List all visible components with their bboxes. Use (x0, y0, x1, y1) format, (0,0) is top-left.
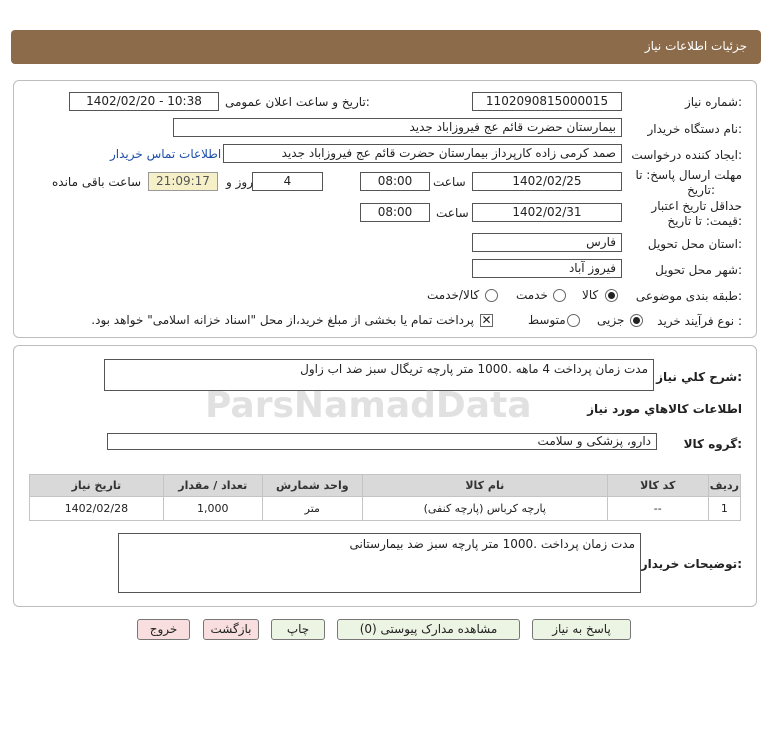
summary-field: مدت زمان پرداخت 4 ماهه .1000 متر پارچه تریگال سبز ضد اب زاول (104, 359, 654, 391)
buyer-contact-link[interactable]: اطلاعات تماس خریدار (110, 147, 222, 161)
cell-row: 1 (708, 497, 740, 521)
validity-label-2: قیمت: تا تاریخ: (667, 214, 742, 228)
buyer-notes-label: توضیحات خریدار: (640, 557, 742, 571)
validity-date-field: 1402/02/31 (472, 203, 622, 222)
treasury-payment-checkbox[interactable]: ✕ (481, 313, 492, 327)
reply-time-label: ساعت (433, 175, 466, 189)
category-option-goods-service: کالا/خدمت (427, 288, 480, 302)
validity-time-field: 08:00 (360, 203, 430, 222)
category-option-goods: کالا (582, 288, 599, 302)
goods-section-title: اطلاعات کالاهاي مورد نياز (587, 402, 742, 416)
col-unit-header: واحد شمارش (262, 475, 362, 497)
buyer-org-field: بیمارستان حضرت قائم عج فیروزاباد جدید (173, 118, 622, 137)
city-field: فیروز آباد (472, 259, 622, 278)
print-button[interactable]: چاپ (271, 619, 325, 640)
page-title: جزئیات اطلاعات نیاز (644, 39, 747, 53)
cell-code: -- (607, 497, 708, 521)
validity-time-label: ساعت (436, 206, 469, 220)
validity-label: حداقل تاریخ اعتبار (651, 199, 742, 213)
table-row (30, 497, 741, 521)
col-code-header: کد کالا (607, 475, 708, 497)
category-option-service: خدمت (516, 288, 548, 302)
goods-group-label: گروه کالا: (683, 437, 742, 451)
watermark: ParsNamadData (205, 385, 532, 426)
col-qty-header: تعداد / مقدار (163, 475, 262, 497)
cell-date: 1402/02/28 (30, 497, 164, 521)
need-number-label: شماره نیاز: (684, 95, 742, 109)
province-field: فارس (472, 233, 622, 252)
summary-label: شرح کلي نياز: (656, 370, 742, 384)
goods-table (29, 474, 741, 521)
goods-group-field: دارو، پزشکی و سلامت (107, 433, 657, 450)
process-radio-medium[interactable] (567, 314, 580, 327)
days-remaining-field: 4 (252, 172, 323, 191)
reply-date-field: 1402/02/25 (472, 172, 622, 191)
category-radio-service[interactable] (553, 289, 566, 302)
cell-unit: متر (262, 497, 362, 521)
reply-deadline-label: مهلت ارسال پاسخ: تا (635, 168, 742, 182)
creator-field: صمد کرمی زاده کارپرداز بیمارستان حضرت قائم عج فیروزاباد جدید (223, 144, 622, 163)
remaining-time-label: ساعت باقی مانده (52, 175, 142, 189)
days-label: روز و (226, 175, 253, 189)
cell-name: پارچه کرباس (پارچه کنفی) (362, 497, 607, 521)
treasury-payment-note: پرداخت تمام یا بخشی از مبلغ خرید،از محل "اسناد خزانه اسلامی" خواهد بود. (91, 313, 474, 327)
attachments-button[interactable]: مشاهده مدارک پیوستی (0) (337, 619, 520, 640)
reply-button[interactable]: پاسخ به نیاز (532, 619, 631, 640)
announce-date-field: 1402/02/20 - 10:38 (69, 92, 219, 111)
buyer-notes-field: مدت زمان پرداخت .1000 متر پارچه سبز ضد بیمارستانی (118, 533, 641, 593)
remaining-time-field: 21:09:17 (148, 172, 218, 191)
category-label: طبقه بندی موضوعی: (635, 289, 742, 303)
category-radio-goods-service[interactable] (485, 289, 498, 302)
creator-label: ایجاد کننده درخواست: (631, 148, 742, 162)
goods-table-header (30, 475, 741, 497)
category-radio-goods[interactable] (605, 289, 618, 302)
city-label: شهر محل تحویل: (655, 263, 742, 277)
reply-time-field: 08:00 (360, 172, 430, 191)
buyer-org-label: نام دستگاه خریدار: (647, 122, 742, 136)
reply-deadline-label-2: تاریخ: (687, 183, 715, 197)
announce-date-label: تاریخ و ساعت اعلان عمومی: (225, 95, 370, 109)
page-header (11, 30, 761, 64)
col-name-header: نام کالا (362, 475, 607, 497)
process-option-medium: متوسط (528, 313, 566, 327)
process-label: نوع فرآیند خرید : (657, 314, 742, 328)
province-label: استان محل تحویل: (647, 237, 742, 251)
process-radio-minor[interactable] (630, 314, 643, 327)
exit-button[interactable]: خروج (137, 619, 190, 640)
cell-qty: 1,000 (163, 497, 262, 521)
process-option-minor: جزیی (597, 313, 625, 327)
back-button[interactable]: بازگشت (203, 619, 259, 640)
col-row-header: ردیف (708, 475, 740, 497)
col-date-header: تاریخ نیاز (30, 475, 164, 497)
need-number-field: 1102090815000015 (472, 92, 622, 111)
